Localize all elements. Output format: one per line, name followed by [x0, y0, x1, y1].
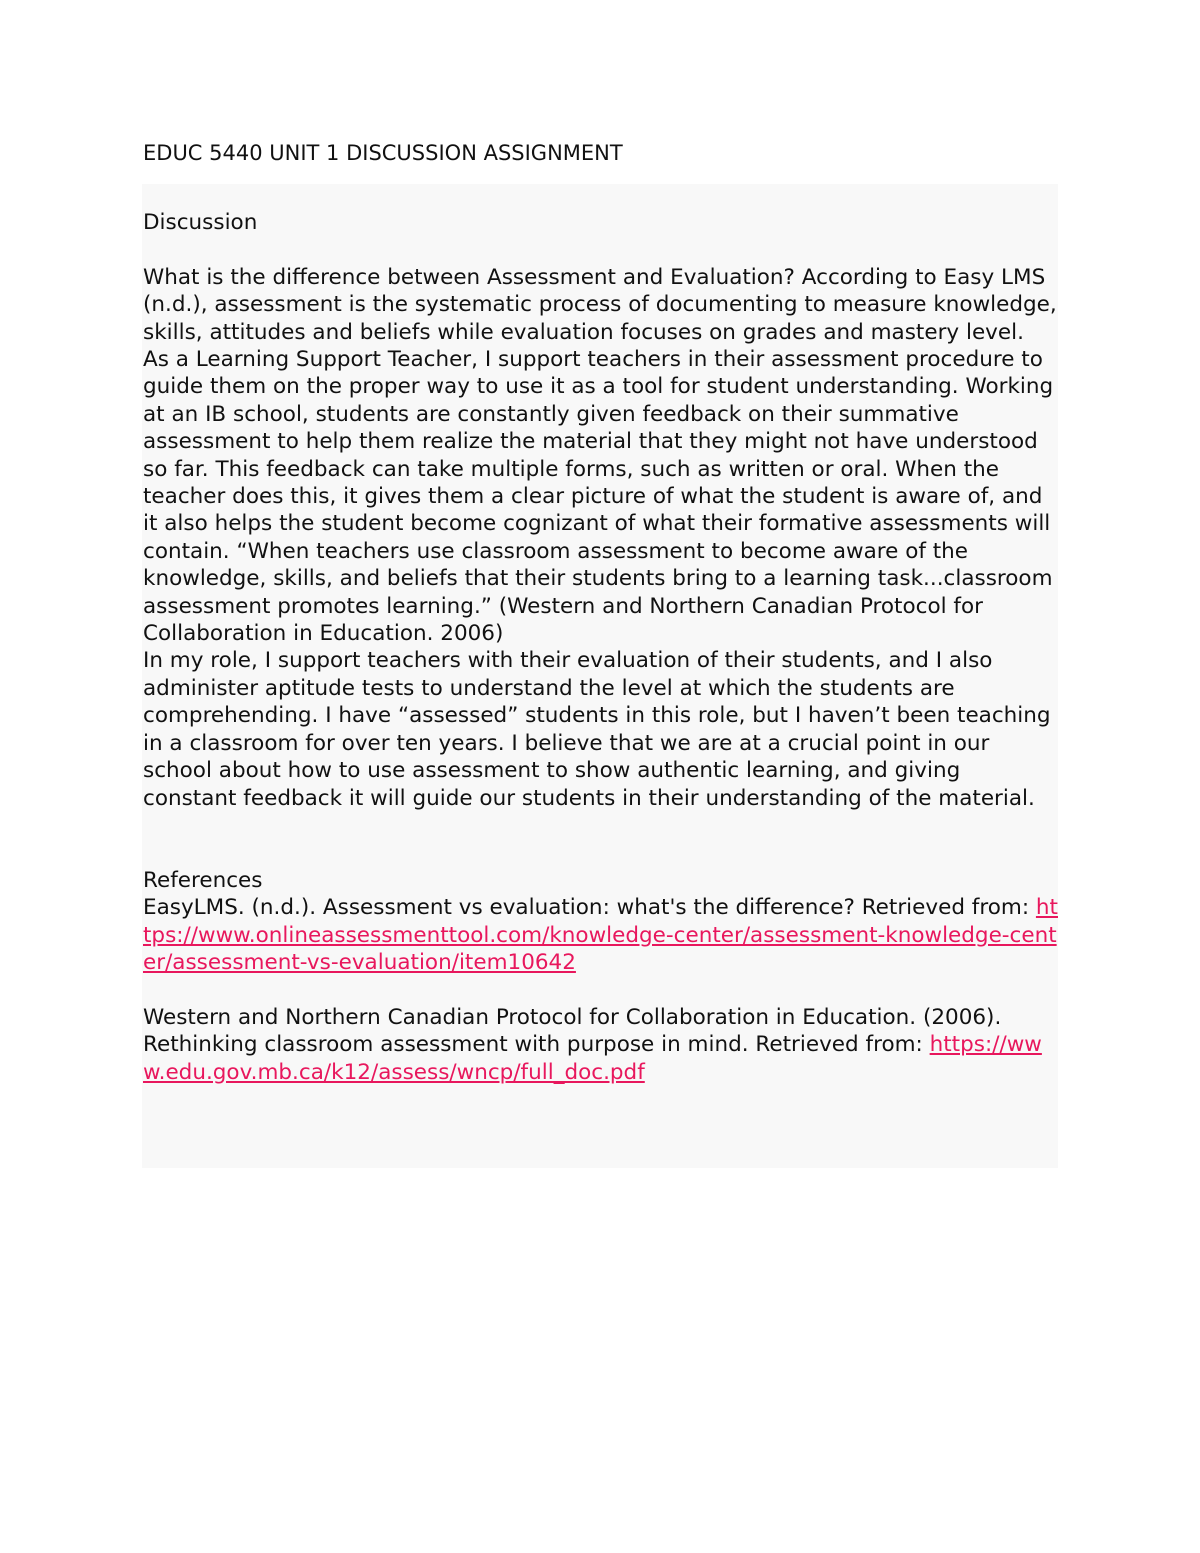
discussion-heading: Discussion: [143, 210, 258, 235]
document-body: [143, 209, 1058, 1086]
paragraph-3: In my role, I support teachers with their evaluation of their students, and I also administer aptitude tests to understand the level at which the students are comprehending. I have “assessed” students in this role, but I haven’t been teaching in a classroom for over ten years. I believe that we are at a crucial point in our school about how to use assessment to show authentic learning, and giving constant feedback it will guide our students in their understanding of the material.: [143, 648, 1051, 811]
reference-1-link[interactable]: https://www.onlineassessmenttool.com/knowledge-center/assessment-knowledge-center/assessment-vs-evaluation/item10642: [143, 895, 1058, 975]
spacer: [143, 236, 1058, 263]
reference-1: [143, 894, 1058, 976]
paragraph-1: What is the difference between Assessment and Evaluation? According to Easy LMS (n.d.), assessment is the systematic process of documenting to measure knowledge, skills, attitudes and beliefs while evaluation focuses on grades and mastery level.: [143, 264, 1057, 345]
references-heading: References: [143, 867, 263, 893]
reference-2: [143, 1004, 1058, 1086]
reference-1-text: EasyLMS. (n.d.). Assessment vs evaluation: what's the difference? Retrieved from:: [143, 895, 1036, 921]
spacer: [143, 812, 1058, 867]
spacer: [143, 976, 1058, 1003]
reference-2-link[interactable]: https://www.edu.gov.mb.ca/k12/assess/wncp/full_doc.pdf: [143, 1032, 1042, 1085]
document-title: EDUC 5440 UNIT 1 DISCUSSION ASSIGNMENT: [143, 141, 623, 165]
reference-2-text: Western and Northern Canadian Protocol for Collaboration in Education. (2006). Rethinking classroom assessment with purpose in mind. Retrieved from:: [143, 1004, 1002, 1058]
paragraph-2: As a Learning Support Teacher, I support teachers in their assessment procedure to guide them on the proper way to use it as a tool for student understanding. Working at an IB school, students are constantly given feedback on their summative assessment to help them realize the material that they might not have understood so far. This feedback can take multiple forms, such as written or oral. When the teacher does this, it gives them a clear picture of what the student is aware of, and it also helps the student become cognizant of what their formative assessments will contain. “When teachers use classroom assessment to become aware of the knowledge, skills, and beliefs that their students bring to a learning task...classroom assessment promotes learning.” (Western and Northern Canadian Protocol for Collaboration in Education. 2006): [143, 347, 1054, 647]
